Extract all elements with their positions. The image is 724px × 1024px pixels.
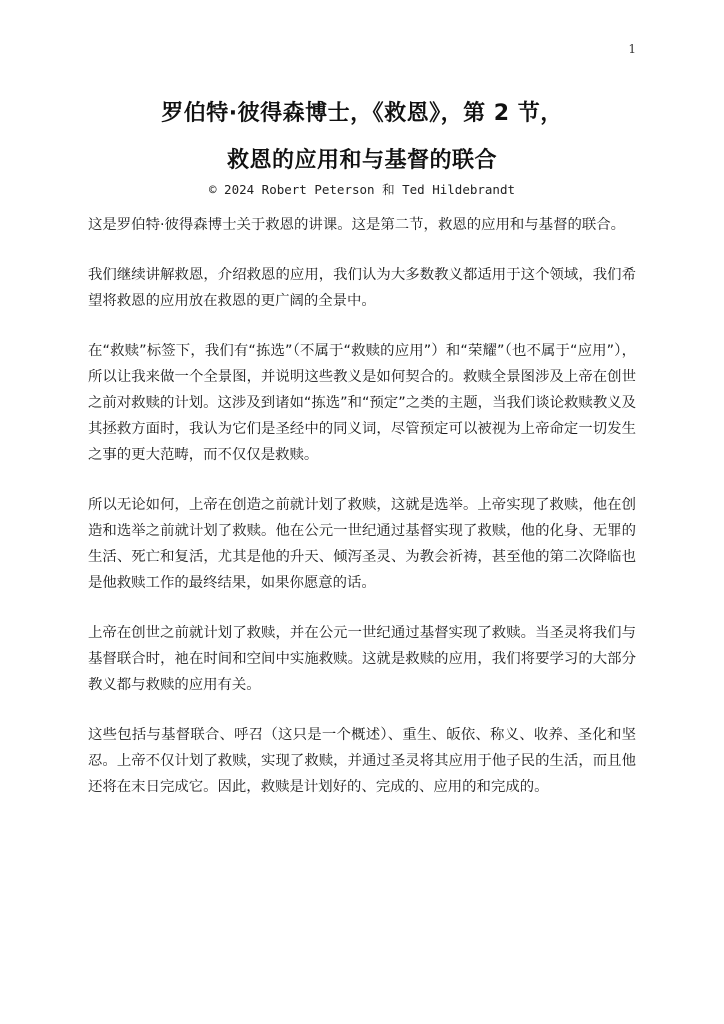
paragraph-1: 这是罗伯特·彼得森博士关于救恩的讲课。这是第二节，救恩的应用和与基督的联合。 (88, 217, 626, 233)
paragraph-3: 在“救赎”标签下，我们有“拣选”（不属于“救赎的应用”）和“荣耀”（也不属于“应用”），所以让我来做一个全景图，并说明这些教义是如何契合的。救赎全景图涉及上帝在创世之前对救赎的计划。这涉及到诸如“拣选”和“预定”之类的主题，当我们谈论救赎教义及其拯救方面时，我认为它们是圣经中的同义词，尽管预定可以被视为上帝命定一切发生之事的更大范畴，而不仅仅是救赎。 (88, 343, 636, 463)
copyright-notice: © 2024 Robert Peterson 和 Ted Hildebrandt (209, 182, 515, 197)
document-title-line-1: 罗伯特·彼得森博士，《救恩》，第 2 节， (161, 101, 563, 126)
document-body (88, 212, 636, 824)
page-number: 1 (628, 42, 636, 56)
paragraph-4: 所以无论如何，上帝在创造之前就计划了救赎，这就是选举。上帝实现了救赎，他在创造和选举之前就计划了救赎。他在公元一世纪通过基督实现了救赎，他的化身、无罪的生活、死亡和复活，尤其是他的升天、倾泻圣灵、为教会祈祷，甚至他的第二次降临也是他救赎工作的最终结果，如果你愿意的话。 (88, 497, 636, 591)
paragraph-6: 这些包括与基督联合、呼召（这只是一个概述）、重生、皈依、称义、收养、圣化和坚忍。上帝不仅计划了救赎，实现了救赎，并通过圣灵将其应用于他子民的生活，而且他还将在末日完成它。因此，救赎是计划好的、完成的、应用的和完成的。 (88, 727, 636, 795)
paragraph-2: 我们继续讲解救恩，介绍救恩的应用，我们认为大多数教义都适用于这个领域，我们希望将救恩的应用放在救恩的更广阔的全景中。 (88, 267, 636, 309)
document-title-line-2: 救恩的应用和与基督的联合 (226, 148, 497, 173)
paragraph-5: 上帝在创世之前就计划了救赎，并在公元一世纪通过基督实现了救赎。当圣灵将我们与基督联合时，祂在时间和空间中实施救赎。这就是救赎的应用，我们将要学习的大部分教义都与救赎的应用有关。 (88, 625, 636, 693)
